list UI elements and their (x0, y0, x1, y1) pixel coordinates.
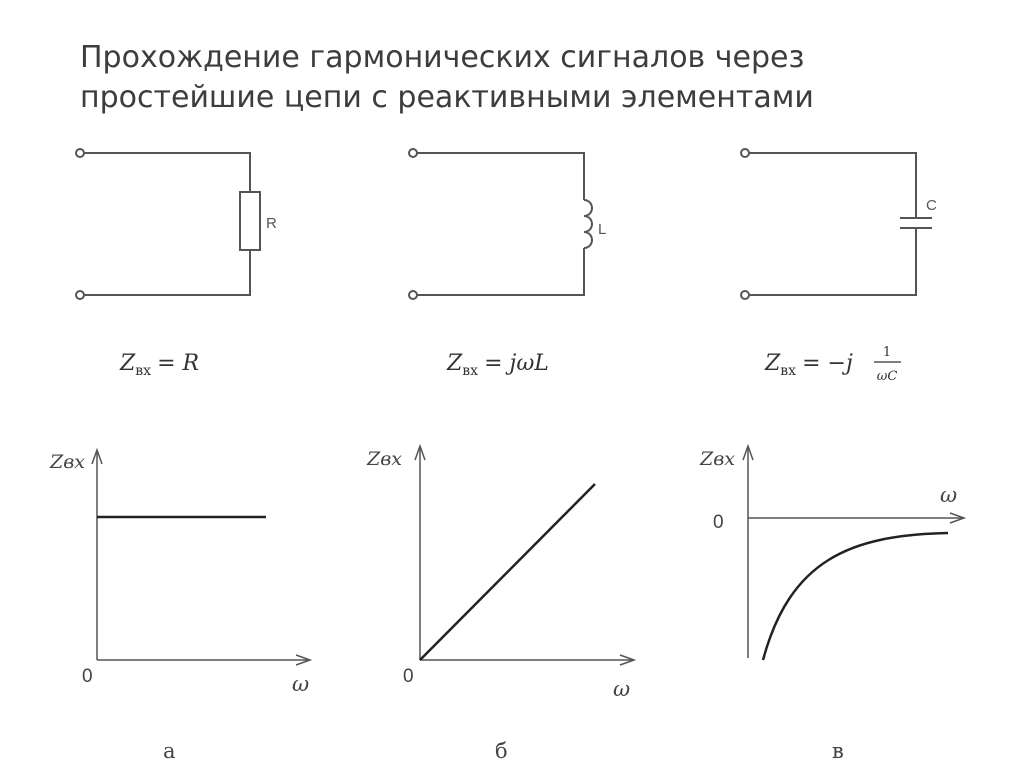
fraction-denominator: ωC (876, 369, 898, 384)
wire-bottom (84, 250, 250, 295)
terminal-bottom (409, 291, 417, 299)
graph-b (366, 446, 634, 763)
wire-top (749, 153, 916, 218)
curve-hyperbolic (763, 533, 948, 660)
y-axis-label: Zвх (700, 448, 735, 470)
terminal-bottom (76, 291, 84, 299)
capacitor-label: C (926, 197, 937, 214)
formula-resistor: $Z_{вх} = R$ (120, 351, 200, 379)
origin-label: 0 (403, 666, 414, 687)
graph-c (699, 446, 964, 763)
title-line-1: Прохождение гармонических сигналов через (80, 40, 805, 75)
formula-inductor: $Z_{вх} = j\omega L$ (447, 351, 549, 379)
terminal-top (76, 149, 84, 157)
origin-label: 0 (82, 666, 93, 687)
curve-linear (420, 484, 595, 660)
wire-bottom (749, 228, 916, 295)
circuit-resistor (76, 149, 260, 299)
circuit-capacitor (741, 149, 932, 299)
origin-label: 0 (713, 512, 724, 533)
resistor-symbol (240, 192, 260, 250)
terminal-top (741, 149, 749, 157)
y-axis-label: Zвх (50, 451, 85, 473)
graph-a (49, 450, 310, 763)
formula-capacitor: $Z_{вх} = -j$ (765, 351, 853, 379)
wire-top (84, 153, 250, 192)
wire-bottom (417, 248, 584, 295)
x-axis-label: ω (292, 672, 310, 696)
terminal-bottom (741, 291, 749, 299)
inductor-label: L (598, 221, 607, 238)
inductor-coil (584, 200, 592, 248)
y-axis-label: Zвх (367, 448, 402, 470)
fraction-numerator: 1 (882, 345, 892, 360)
x-axis-label: ω (940, 483, 958, 507)
title-line-2: простейшие цепи с реактивными элементами (80, 80, 814, 115)
wire-top (417, 153, 584, 200)
terminal-top (409, 149, 417, 157)
x-axis-label: ω (613, 677, 631, 701)
graph-caption: а (163, 739, 176, 763)
resistor-label: R (266, 215, 277, 232)
graph-caption: б (495, 739, 508, 763)
graph-caption: в (832, 739, 844, 763)
circuit-inductor (409, 149, 592, 299)
